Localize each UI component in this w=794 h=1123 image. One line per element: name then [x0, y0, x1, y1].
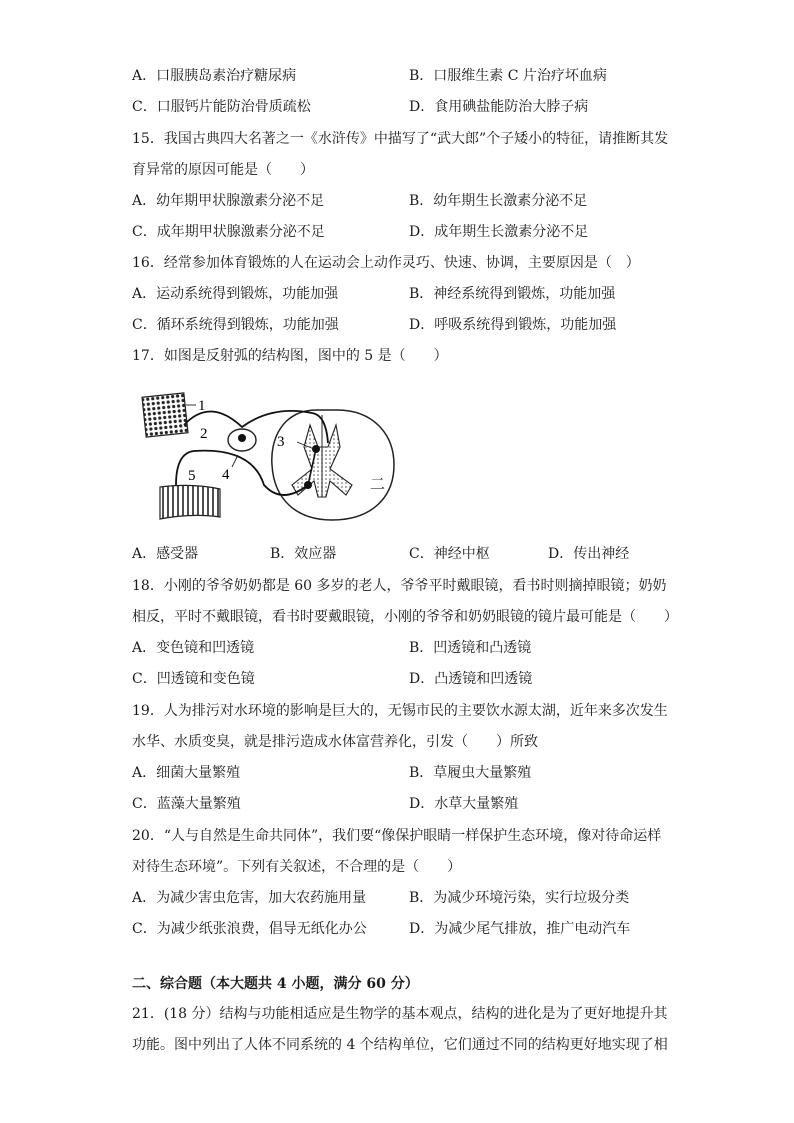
q20-option-b: B．为减少环境污染，实行垃圾分类 — [409, 890, 630, 906]
reflex-arc-diagram — [132, 385, 402, 530]
q18-option-b: B．凹透镜和凸透镜 — [409, 640, 532, 656]
q15-stem-line1: 15．我国古典四大名著之一《水浒传》中描写了“武大郎”个子矮小的特征，请推断其发 — [132, 131, 669, 147]
q19-stem-line1: 19．人为排污对水环境的影响是巨大的，无锡市民的主要饮水源太湖，近年来多次发生 — [132, 703, 668, 719]
q18-option-d: D．凸透镜和凹透镜 — [409, 671, 533, 687]
spinal-cord-outline — [272, 410, 394, 520]
q15-stem-line2: 育异常的原因可能是（ ） — [132, 162, 314, 178]
diagram-label-5: 5 — [188, 468, 196, 484]
q17-option-c: C．神经中枢 — [409, 546, 490, 562]
q20-stem-line1: 20．“人与自然是生命共同体”，我们要“像保护眼睛一样保护生态环境，像对待命运样 — [132, 828, 662, 844]
q17-option-d: D．传出神经 — [548, 546, 630, 562]
q16-stem: 16．经常参加体育锻炼的人在运动会上动作灵巧、快速、协调，主要原因是（ ） — [132, 255, 640, 271]
q14-option-a: A．口服胰岛素治疗糖尿病 — [132, 68, 297, 84]
q20-option-c: C．为减少纸张浪费，倡导无纸化办公 — [132, 921, 367, 937]
diagram-label-3: 3 — [277, 434, 285, 450]
q19-stem-line2: 水华、水质变臭，就是排污造成水体富营养化，引发（ ）所致 — [132, 734, 538, 750]
q19-option-c: C．蓝藻大量繁殖 — [132, 796, 241, 812]
q15-option-b: B．幼年期生长激素分泌不足 — [409, 193, 588, 209]
diagram-label-er: 二 — [370, 477, 386, 493]
q20-option-d: D．为减少尾气排放，推广电动汽车 — [409, 921, 631, 937]
section-2-heading: 二、综合题（本大题共 4 小题，满分 60 分） — [132, 976, 419, 992]
q15-option-c: C．成年期甲状腺激素分泌不足 — [132, 224, 325, 240]
q20-stem-line2: 对待生态环境”。下列有关叙述，不合理的是（ ） — [132, 859, 462, 875]
q14-option-b: B．口服维生素 C 片治疗坏血病 — [409, 68, 607, 84]
receptor-skin — [142, 393, 188, 437]
q18-stem-line2: 相反，平时不戴眼镜，看书时要戴眼镜，小刚的爷爷和奶奶眼镜的镜片最可能是（ ） — [132, 609, 678, 625]
q21-stem-line1: 21．(18 分）结构与功能相适应是生物学的基本观点，结构的进化是为了更好地提升其 — [132, 1006, 668, 1022]
q19-option-a: A．细菌大量繁殖 — [132, 765, 241, 781]
q21-stem-line2: 功能。图中列出了人体不同系统的 4 个结构单位，它们通过不同的结构更好地实现了相 — [132, 1037, 668, 1053]
q20-option-a: A．为减少害虫危害，加大农药施用量 — [132, 890, 367, 906]
q17-stem: 17．如图是反射弧的结构图，图中的 5 是（ ） — [132, 348, 448, 364]
q14-option-d: D．食用碘盐能防治大脖子病 — [409, 99, 589, 115]
q14-option-c: C．口服钙片能防治骨质疏松 — [132, 99, 311, 115]
q16-option-d: D．呼吸系统得到锻炼，功能加强 — [409, 317, 617, 333]
q15-option-d: D．成年期生长激素分泌不足 — [409, 224, 589, 240]
q16-option-c: C．循环系统得到锻炼，功能加强 — [132, 317, 339, 333]
q16-option-b: B．神经系统得到锻炼，功能加强 — [409, 286, 616, 302]
q16-option-a: A．运动系统得到锻炼，功能加强 — [132, 286, 339, 302]
q17-option-a: A．感受器 — [132, 546, 199, 562]
q17-option-b: B．效应器 — [270, 546, 337, 562]
diagram-label-4: 4 — [222, 467, 230, 483]
diagram-label-2: 2 — [200, 426, 208, 442]
q19-option-b: B．草履虫大量繁殖 — [409, 765, 532, 781]
q15-option-a: A．幼年期甲状腺激素分泌不足 — [132, 193, 325, 209]
q18-option-c: C．凹透镜和变色镜 — [132, 671, 255, 687]
q19-option-d: D．水草大量繁殖 — [409, 796, 519, 812]
diagram-label-1: 1 — [198, 398, 206, 414]
q18-option-a: A．变色镜和凹透镜 — [132, 640, 255, 656]
q18-stem-line1: 18．小刚的爷爷奶奶都是 60 多岁的老人，爷爷平时戴眼镜，看书时则摘掉眼镜；奶奶 — [132, 578, 667, 594]
effector-muscle — [160, 485, 220, 519]
